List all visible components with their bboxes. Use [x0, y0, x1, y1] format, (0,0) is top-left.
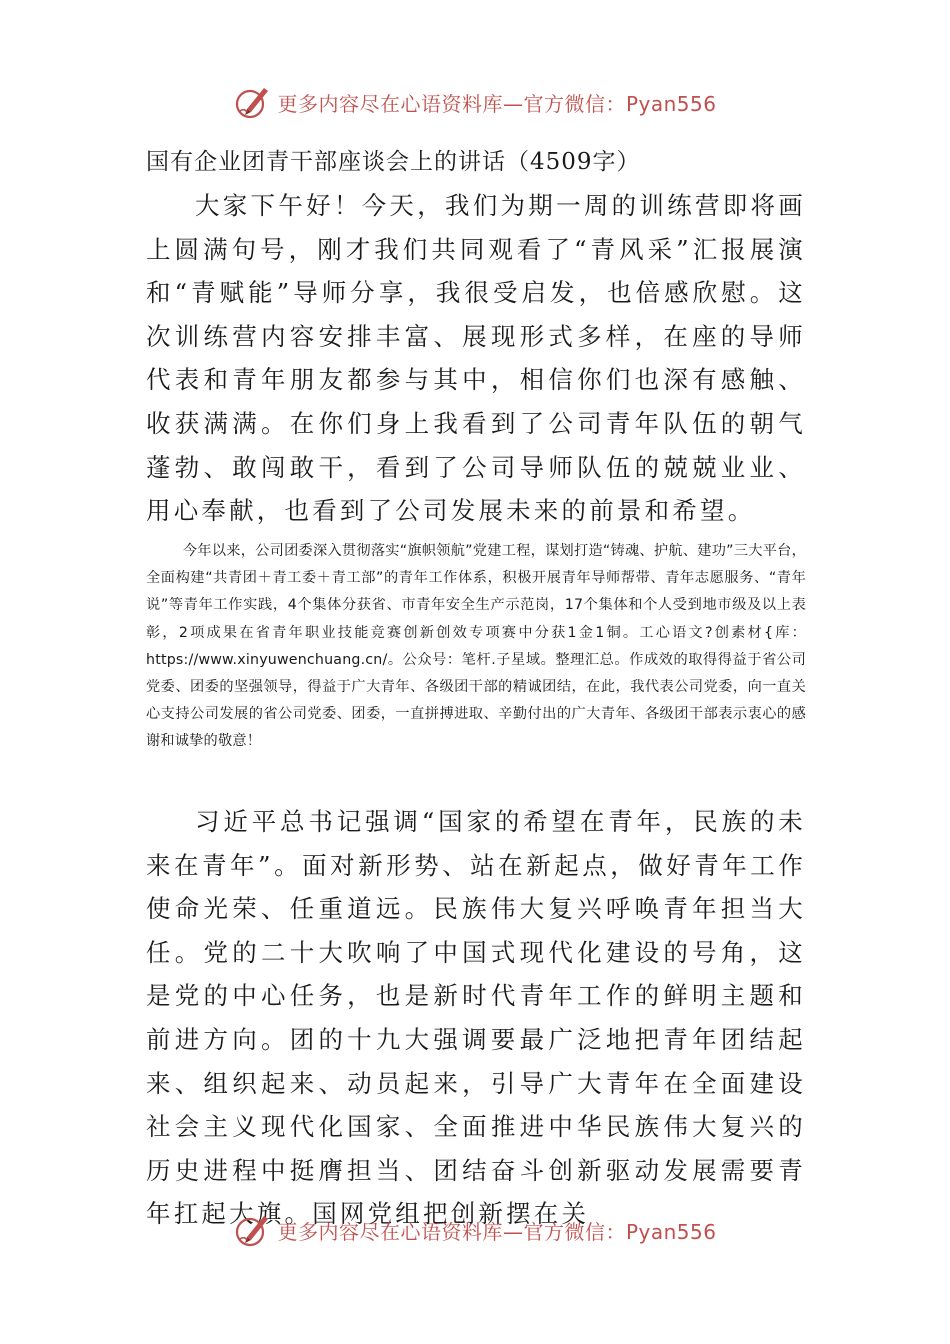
header-banner — [0, 80, 950, 124]
pen-logo-icon — [233, 82, 273, 122]
footer-banner — [0, 1208, 950, 1252]
header-banner-text: 更多内容尽在心语资料库—官方微信：Pyan556 — [277, 91, 717, 116]
footer-banner-text: 更多内容尽在心语资料库—官方微信：Pyan556 — [277, 1219, 717, 1244]
paragraph-achievements: 今年以来，公司团委深入贯彻落实“旗帜领航”党建工程，谋划打造“铸魂、护航、建功”三大平台，全面构建“共青团＋青工委＋青工部”的青年工作体系，积极开展青年导师帮带、青年志愿服务、“青年说”等青年工作实践，4个集体分获省、市青年安全生产示范岗，17个集体和个人受到地市级及以上表彰，2项成果在省青年职业技能竞赛创新创效专项赛中分获1金1铜。工心语文?创素材{库：https://www.xinyuwenchuang.cn/。公众号：笔杆.子星域。整理汇总。作成效的取得得益于省公司党委、团委的坚强领导，得益于广大青年、各级团干部的精诚团结，在此，我代表公司党委，向一直关心支持公司发展的省公司党委、团委，一直拼搏进取、辛勤付出的广大青年、各级团干部表示衷心的感谢和诚挚的敬意！ — [146, 543, 806, 750]
paragraph-greeting: 大家下午好！今天，我们为期一周的训练营即将画上圆满句号，刚才我们共同观看了“青风采”汇报展演和“青赋能”导师分享，我很受启发，也倍感欣慰。这次训练营内容安排丰富、展现形式多样，在座的导师代表和青年朋友都参与其中，相信你们也深有感触、收获满满。在你们身上我看到了公司青年队伍的朝气蓬勃、敢闯敢干，看到了公司导师队伍的兢兢业业、用心奉献，也看到了公司发展未来的前景和希望。 — [146, 191, 806, 526]
paragraph-youth-mission: 习近平总书记强调“国家的希望在青年，民族的未来在青年”。面对新形势、站在新起点，做好青年工作使命光荣、任重道远。民族伟大复兴呼唤青年担当大任。党的二十大吹响了中国式现代化建设的号角，这是党的中心任务，也是新时代青年工作的鲜明主题和前进方向。团的十九大强调要最广泛地把青年团结起来、组织起来、动员起来，引导广大青年在全面建设社会主义现代化国家、全面推进中华民族伟大复兴的历史进程中挺膺担当、团结奋斗创新驱动发展需要青年扛起大旗。国网党组把创新摆在关 — [146, 807, 806, 1229]
document-title: 国有企业团青干部座谈会上的讲话（4509字） — [146, 149, 641, 175]
pen-logo-icon — [233, 1210, 273, 1250]
